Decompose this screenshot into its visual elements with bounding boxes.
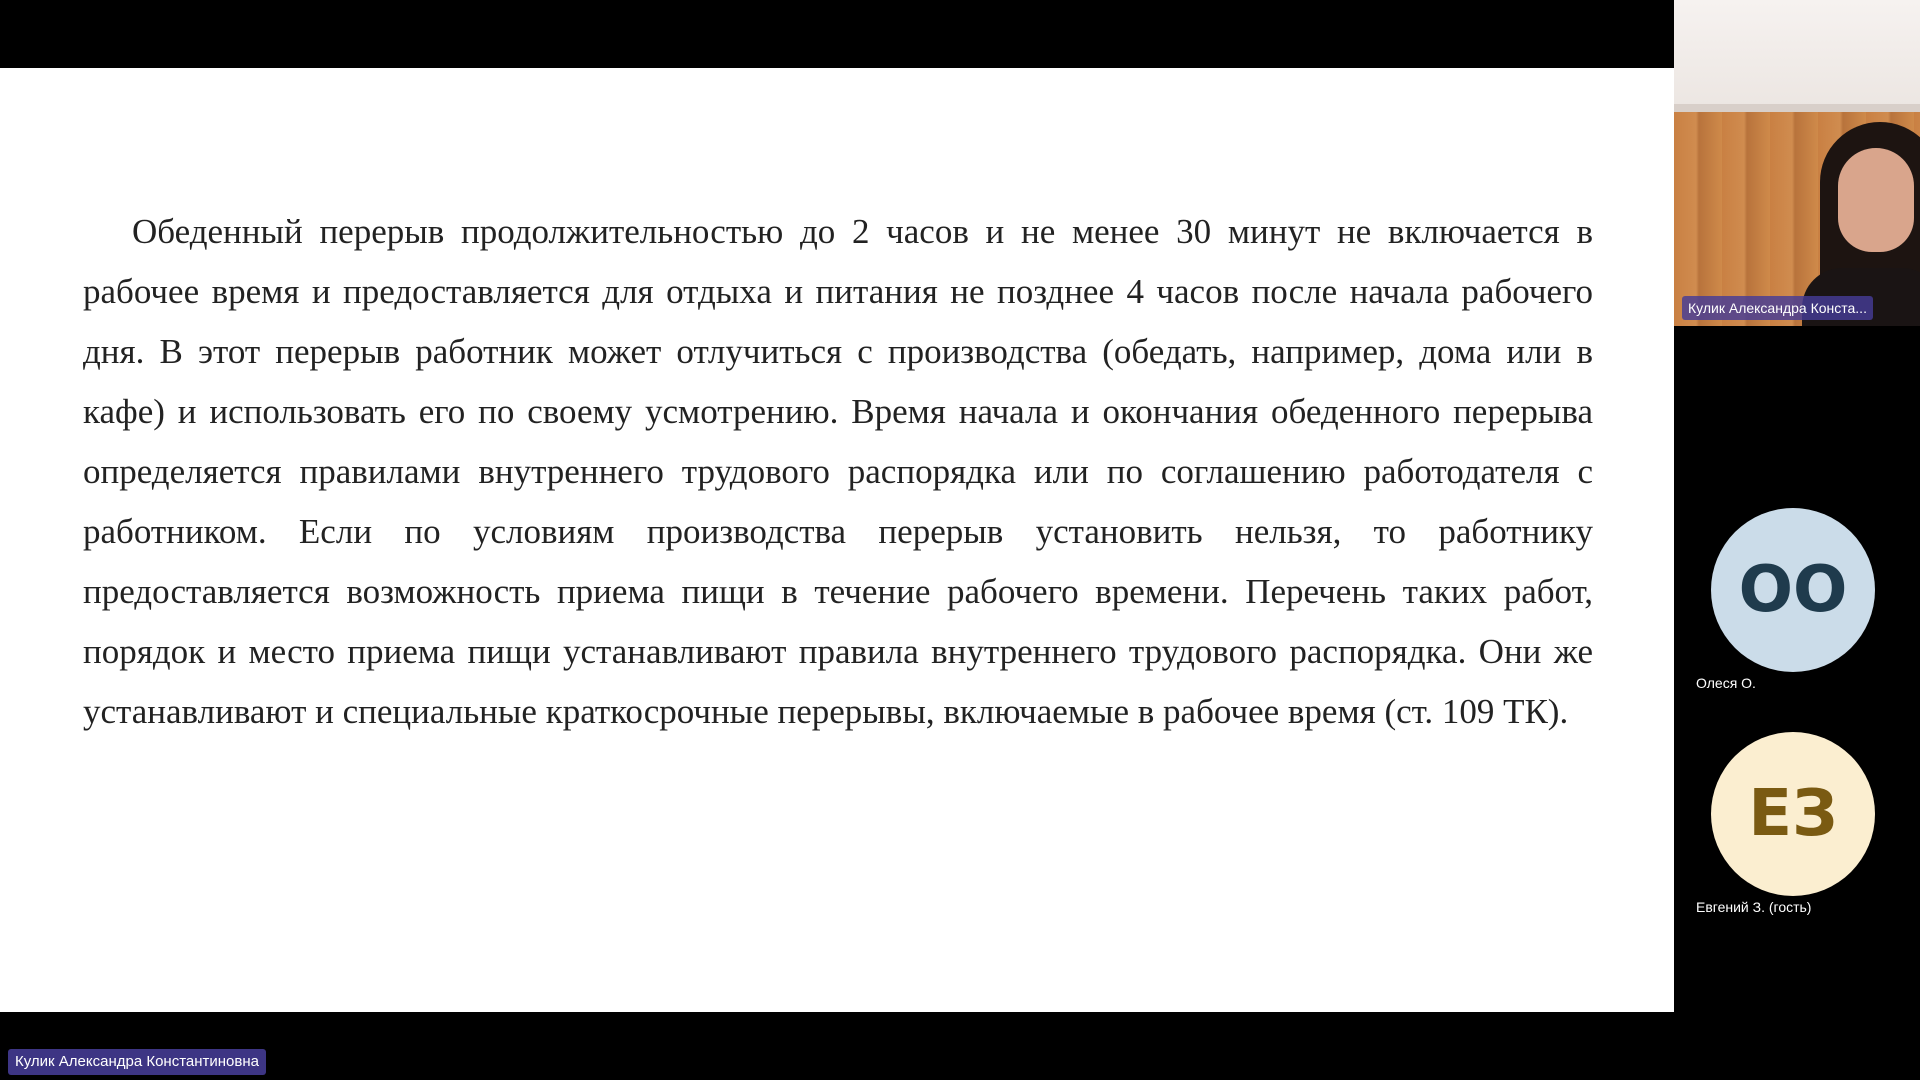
slide-paragraph: Обеденный перерыв продолжительностью до 2 часов и не менее 30 минут не включается в рабочее время и предоставляется для отдыха и питания не позднее 4 часов после начала рабочего дня. В этот перерыв работник может отлучиться с производства (обедать, например, дома или в кафе) и использовать его по своему усмотрению. Время начала и окончания обеденного перерыва определяется правилами внутреннего трудового распорядка или по соглашению работодателя с работником. Если по условиям производства перерыв установить нельзя, то работнику предоставляется возможность приема пищи в течение рабочего времени. Перечень таких работ, порядок и место приема пищи устанавливают правила внутреннего трудового распорядка. Они же устанавливают и специальные краткосрочные перерывы, включаемые в рабочее время (ст. 109 ТК). [83, 212, 1593, 731]
participant-name-oo: Олеся О. [1696, 675, 1756, 691]
participants-panel [1674, 0, 1920, 1080]
participant-silhouette-face [1838, 148, 1914, 252]
participant-avatar-ez[interactable]: ЕЗ [1711, 732, 1875, 896]
shared-screen-slide [0, 68, 1674, 1012]
participant-video-tile[interactable] [1674, 0, 1920, 326]
participant-avatar-oo[interactable]: ОО [1711, 508, 1875, 672]
presenter-name-tag: Кулик Александра Константиновна [8, 1049, 266, 1075]
participant-video-name: Кулик Александра Конста... [1682, 296, 1873, 320]
video-background-wall [1674, 0, 1920, 108]
participant-name-ez: Евгений З. (гость) [1696, 899, 1812, 915]
